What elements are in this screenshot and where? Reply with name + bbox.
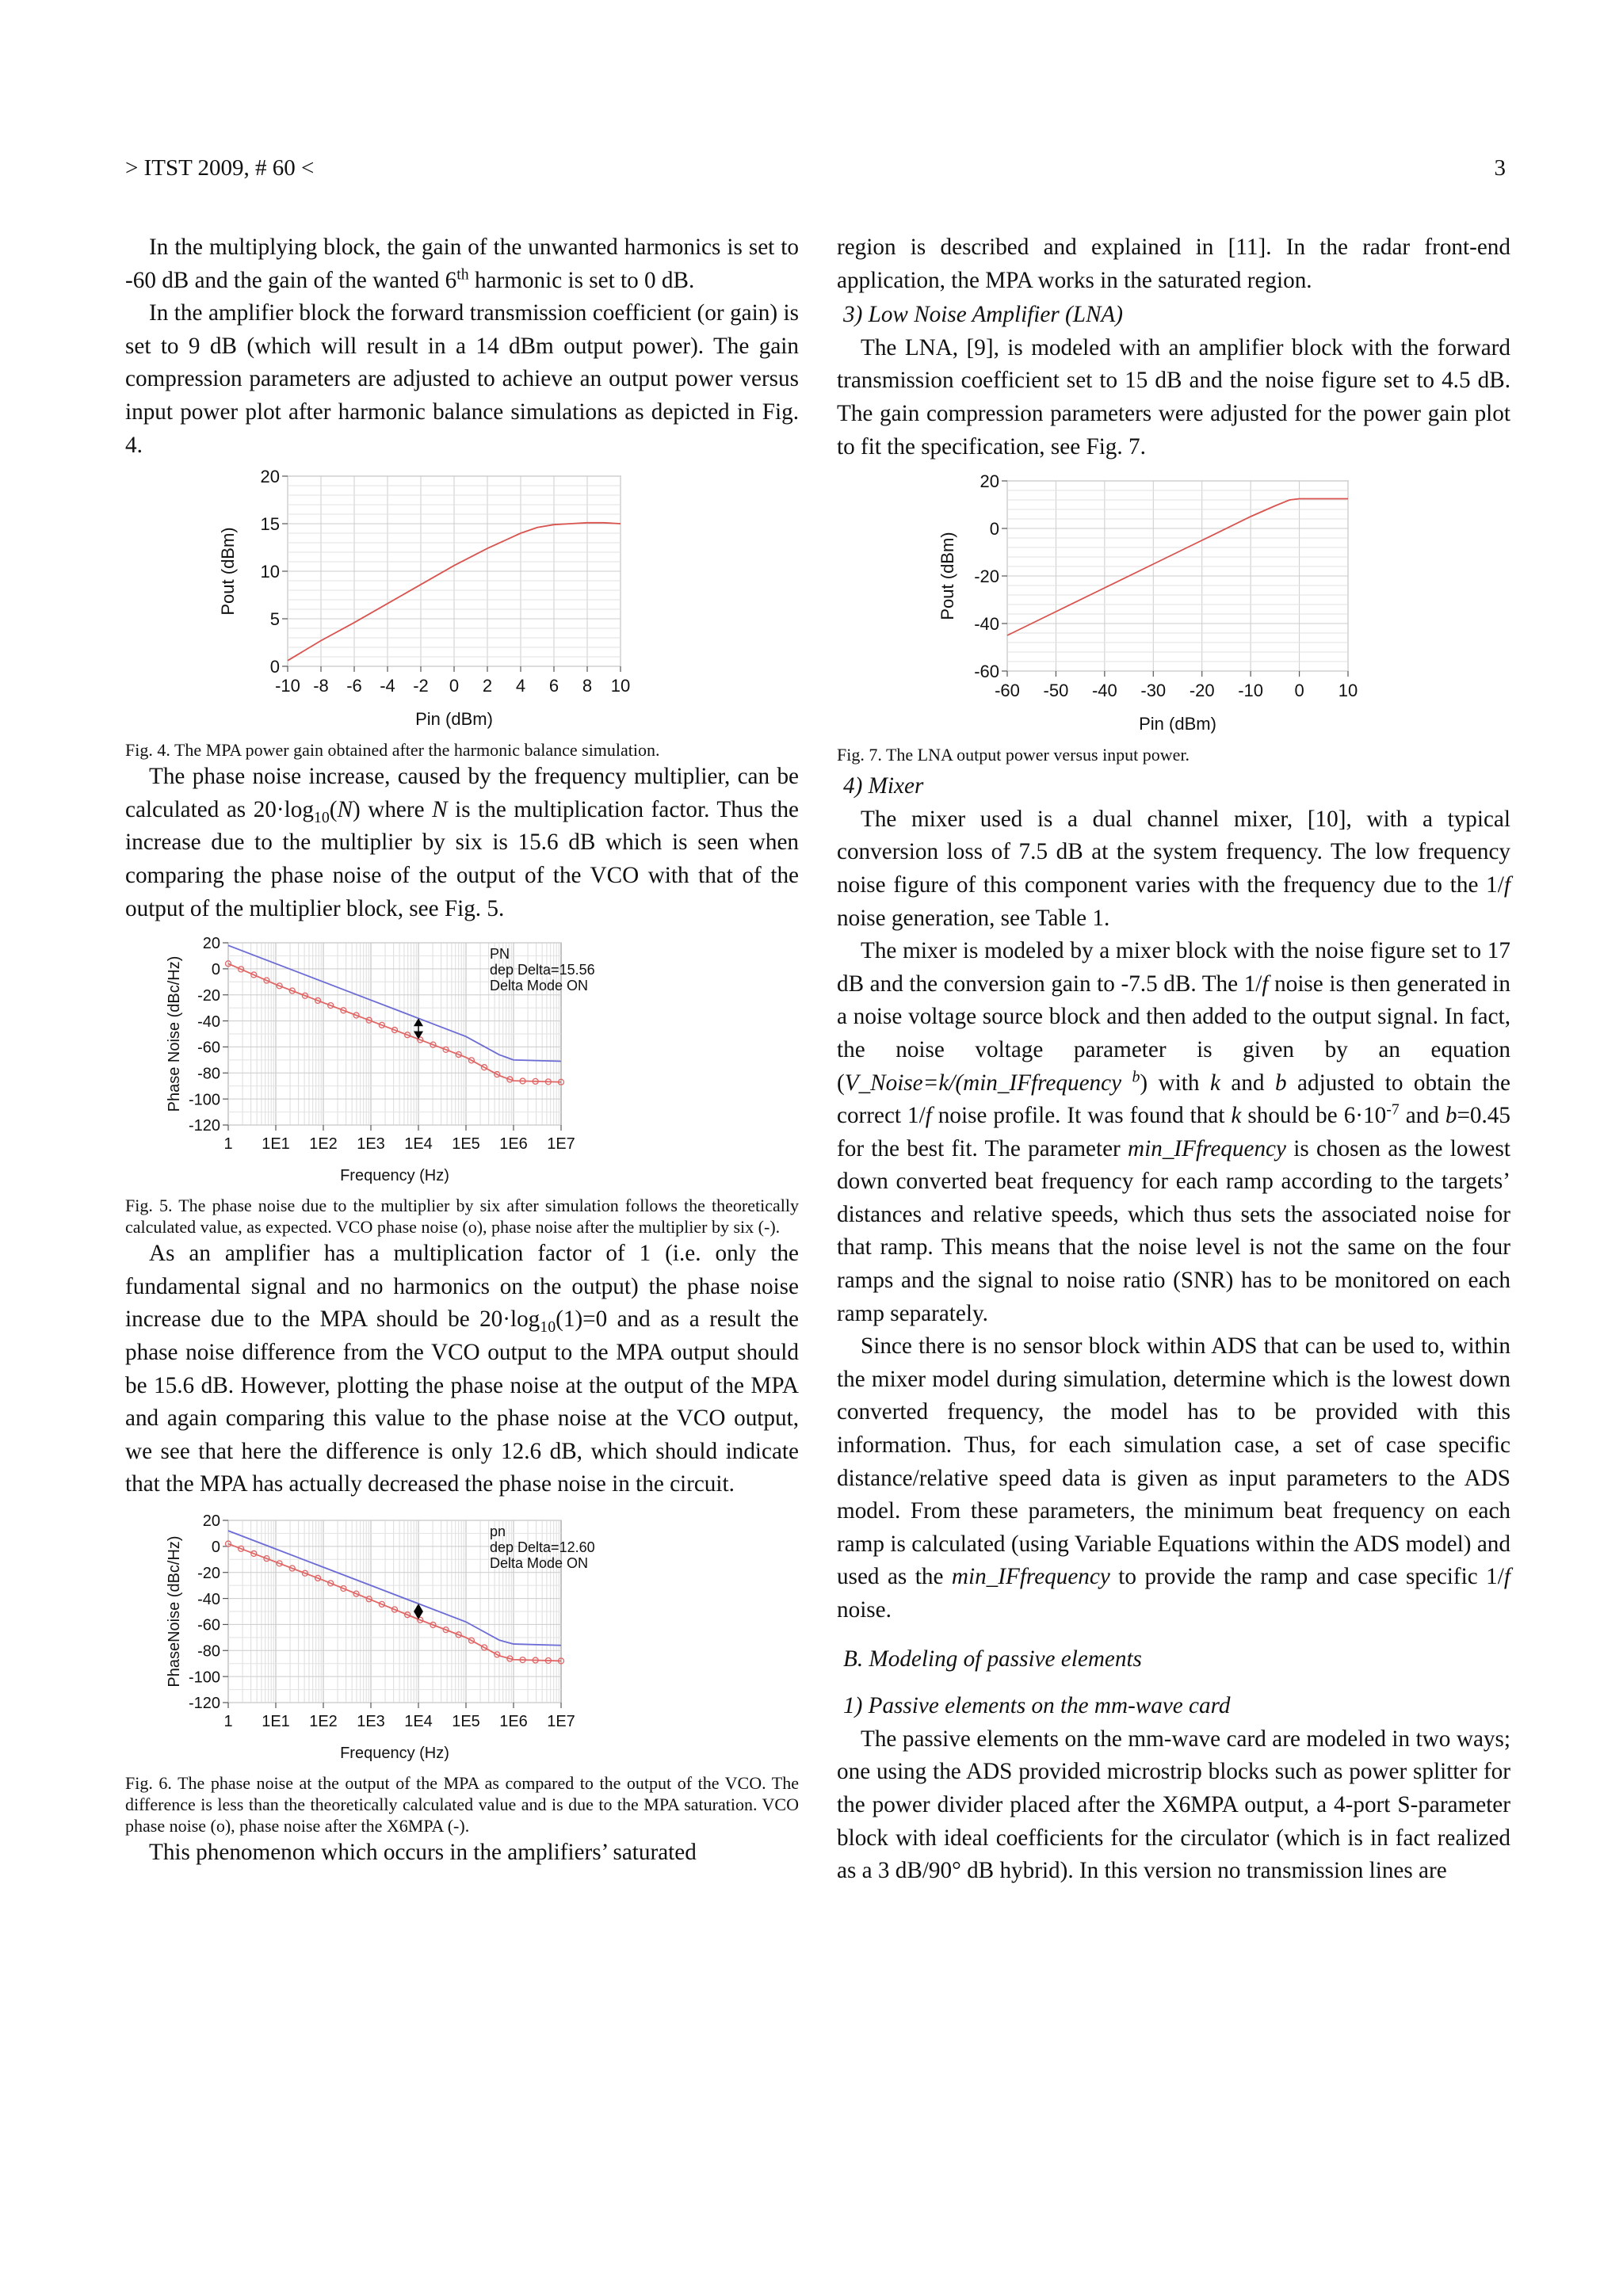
x-tick-label: 10 — [610, 676, 631, 696]
x-tick-label: 1E6 — [499, 1135, 528, 1154]
fig6-caption: Fig. 6. The phase noise at the output of the MPA as compared to the output of the VCO. The difference is less than the theoretically calculated value and is due to the MPA saturation. VCO phase noise (o), phase noise after the X6MPA (-). — [125, 1772, 799, 1836]
y-tick-label: -100 — [188, 1091, 220, 1109]
x-tick-label: 1 — [223, 1135, 233, 1154]
x-tick-label: 2 — [482, 676, 493, 696]
y-tick-label: -120 — [188, 1117, 220, 1135]
right-column — [837, 231, 1510, 1888]
y-tick-label: 10 — [260, 562, 280, 582]
x-axis-label: Pin (dBm) — [1139, 714, 1216, 734]
fig7-chart — [920, 471, 1427, 741]
x-tick-label: -8 — [313, 676, 329, 696]
x-axis-label: Frequency (Hz) — [340, 1744, 449, 1762]
y-tick-label: -40 — [974, 614, 999, 635]
fig5-caption: Fig. 5. The phase noise due to the multiplier by six after simulation follows the theoretically calculated value, as expected. VCO phase noise (o), phase noise after the multiplier by six (-). — [125, 1196, 799, 1238]
y-tick-label: -60 — [197, 1039, 220, 1057]
page-number: 3 — [1494, 155, 1506, 181]
x-tick-label: -40 — [1091, 681, 1117, 701]
x-tick-label: 1E1 — [262, 1135, 290, 1154]
y-tick-label: 20 — [202, 1512, 220, 1531]
left-paragraph-3: The phase noise increase, caused by the frequency multiplier, can be calculated as $20\cdot\log_{10}(N)$ where N is the multiplication factor. Thus the increase due to the multiplier by six is 15.6 dB which is seen when comparing the phase noise of the output of the VCO with that of the output of the multiplier block, see Fig. 5. — [125, 764, 799, 921]
x-axis-label: Pin (dBm) — [415, 709, 493, 730]
heading-mixer: 4) Mixer — [843, 773, 924, 799]
x-tick-label: 4 — [515, 676, 526, 696]
y-axis-label: Pout (dBm) — [937, 532, 957, 620]
y-tick-label: -20 — [974, 566, 999, 587]
y-axis-label: Phase Noise (dBc/Hz) — [166, 955, 183, 1112]
x-tick-label: 1E5 — [452, 1712, 480, 1730]
x-tick-label: 8 — [582, 676, 593, 696]
left-paragraph-5: This phenomenon which occurs in the amplifiers’ saturated — [149, 1839, 697, 1865]
x-tick-label: 1E4 — [404, 1135, 433, 1154]
right-paragraph-4: The mixer is modeled by a mixer block with the noise figure set to 17 dB and the conversion gain to -7.5 dB. The 1/f noise is then generated in a noise voltage source block and then added to the output signal. In fact, the noise voltage parameter is given by an equation (V_Noise=k/(min_IFfrequency $^b$) with k and b adjusted to obtain the correct 1/f noise profile. It was found that k should be $6\cdot 10^{-7}$ and b=0.45 for the best fit. The parameter min_IFfrequency is chosen as the lowest down converted beat frequency for each ramp according to the targets’ distances and relative speeds, which thus sets the associated noise for that ramp. This means that the noise level is not the same on the four ramps and the signal to noise ratio (SNR) has to be monitored on each ramp separately. — [837, 938, 1511, 1326]
y-tick-label: -60 — [974, 662, 999, 682]
y-tick-label: -80 — [197, 1065, 220, 1083]
right-paragraph-5: Since there is no sensor block within ADS that can be used to, within the mixer model during simulation, determine which is the lowest down converted frequency, the model has to be provided with this information. Thus, for each simulation case, a set of case specific distance/relative speed data is given as input parameters to the ADS model. From these parameters, the minimum beat frequency on each ramp is calculated (using Variable Equations within the ADS model) and used as the min_IFfrequency to provide the ramp and case specific 1/f noise. — [837, 1333, 1510, 1623]
x-tick-label: -50 — [1043, 681, 1069, 701]
x-tick-label: 1E7 — [547, 1135, 575, 1154]
fig7-caption: Fig. 7. The LNA output power versus input power. — [837, 745, 1190, 765]
y-tick-label: 0 — [211, 961, 220, 979]
y-tick-label: 20 — [202, 935, 220, 953]
y-tick-label: 0 — [269, 657, 280, 677]
x-axis-label: Frequency (Hz) — [340, 1167, 449, 1185]
left-column — [125, 231, 799, 1869]
y-tick-label: -20 — [197, 1564, 220, 1582]
x-tick-label: -30 — [1140, 681, 1167, 701]
y-tick-label: -60 — [197, 1616, 220, 1634]
y-axis-label: PhaseNoise (dBc/Hz) — [166, 1535, 183, 1688]
x-tick-label: -10 — [1238, 681, 1264, 701]
x-tick-label: 1E6 — [499, 1712, 528, 1730]
x-tick-label: 1E2 — [309, 1712, 338, 1730]
left-paragraph-1: In the multiplying block, the gain of the unwanted harmonics is set to -60 dB and the gain of the wanted 6th harmonic is set to 0 dB. — [125, 235, 799, 293]
x-tick-label: 10 — [1338, 681, 1358, 701]
right-paragraph-2: The LNA, [9], is modeled with an amplifier block with the forward transmission coefficient set to 15 dB and the noise figure set to 4.5 dB. The gain compression parameters were adjusted for the power gain plot to fit the specification, see Fig. 7. — [837, 334, 1510, 460]
right-paragraph-3: The mixer used is a dual channel mixer, [10], with a typical conversion loss of 7.5 dB at the system frequency. The low frequency noise figure of this component varies with the frequency due to the 1/f noise generation, see Table 1. — [837, 806, 1510, 931]
legend-line-1: dep Delta=12.60 — [490, 1539, 595, 1555]
running-header: > ITST 2009, # 60 < — [125, 155, 315, 181]
heading-passive-elements: B. Modeling of passive elements — [843, 1646, 1142, 1672]
y-axis-label: Pout (dBm) — [217, 527, 238, 616]
x-tick-label: -10 — [275, 676, 300, 696]
heading-mmwave-card: 1) Passive elements on the mm-wave card — [843, 1693, 1231, 1719]
x-tick-label: 1E2 — [309, 1135, 338, 1154]
right-paragraph-1: region is described and explained in [11]. In the radar front-end application, the MPA works in the saturated region. — [837, 235, 1510, 293]
x-tick-label: 1E3 — [357, 1712, 385, 1730]
x-tick-label: 1 — [223, 1712, 233, 1730]
x-tick-label: -4 — [380, 676, 395, 696]
y-tick-label: -40 — [197, 1013, 220, 1031]
heading-lna: 3) Low Noise Amplifier (LNA) — [843, 302, 1123, 328]
x-tick-label: -2 — [413, 676, 429, 696]
y-tick-label: -120 — [188, 1695, 220, 1713]
y-tick-label: -20 — [197, 987, 220, 1005]
y-tick-label: -80 — [197, 1642, 220, 1661]
fig6-chart — [141, 1511, 783, 1766]
x-tick-label: 0 — [449, 676, 460, 696]
y-tick-label: 15 — [260, 514, 280, 535]
y-tick-label: 20 — [260, 467, 280, 487]
y-tick-label: 0 — [989, 519, 999, 540]
y-tick-label: 20 — [980, 471, 999, 492]
legend-line-2: Delta Mode ON — [490, 978, 589, 994]
legend-line-0: PN — [490, 946, 510, 963]
fig4-chart — [216, 467, 708, 736]
x-tick-label: 1E7 — [547, 1712, 575, 1730]
y-tick-label: 0 — [211, 1538, 220, 1556]
y-tick-label: -40 — [197, 1590, 220, 1608]
legend-line-0: pn — [490, 1523, 506, 1539]
right-paragraph-6: The passive elements on the mm-wave card are modeled in two ways; one using the ADS provided microstrip blocks such as power splitter for the power divider placed after the X6MPA output, a 4-port S-parameter block with ideal coefficients for the circulator (which is in fact realized as a 3 dB/90° dB hybrid). In this version no transmission lines are — [837, 1726, 1510, 1884]
x-tick-label: 0 — [1294, 681, 1304, 701]
fig5-chart — [141, 933, 783, 1188]
x-tick-label: 1E5 — [452, 1135, 480, 1154]
x-tick-label: -6 — [346, 676, 362, 696]
x-tick-label: 1E3 — [357, 1135, 385, 1154]
legend-line-2: Delta Mode ON — [490, 1554, 589, 1571]
x-tick-label: 6 — [548, 676, 559, 696]
x-tick-label: -20 — [1189, 681, 1215, 701]
x-tick-label: 1E1 — [262, 1712, 290, 1730]
legend-line-1: dep Delta=15.56 — [490, 962, 595, 978]
y-tick-label: 5 — [269, 609, 280, 630]
x-tick-label: 1E4 — [404, 1712, 433, 1730]
x-tick-label: -60 — [995, 681, 1020, 701]
y-tick-label: -100 — [188, 1669, 220, 1687]
left-paragraph-4: As an amplifier has a multiplication factor of 1 (i.e. only the fundamental signal and no harmonics on the output) the phase noise increase due to the MPA should be $20\cdot\log_{10}(1)=0$ and as a result the phase noise difference from the VCO output to the MPA output should be 15.6 dB. However, plotting the phase noise at the output of the MPA and again comparing this value to the phase noise at the VCO output, we see that here the difference is only 12.6 dB, which should indicate that the MPA has actually decreased the phase noise in the circuit. — [125, 1241, 799, 1497]
left-paragraph-2: In the amplifier block the forward transmission coefficient (or gain) is set to 9 dB (which will result in a 14 dBm output power). The gain compression parameters are adjusted to achieve an output power versus input power plot after harmonic balance simulations as depicted in Fig. 4. — [125, 300, 799, 458]
fig4-caption: Fig. 4. The MPA power gain obtained after the harmonic balance simulation. — [125, 740, 660, 761]
